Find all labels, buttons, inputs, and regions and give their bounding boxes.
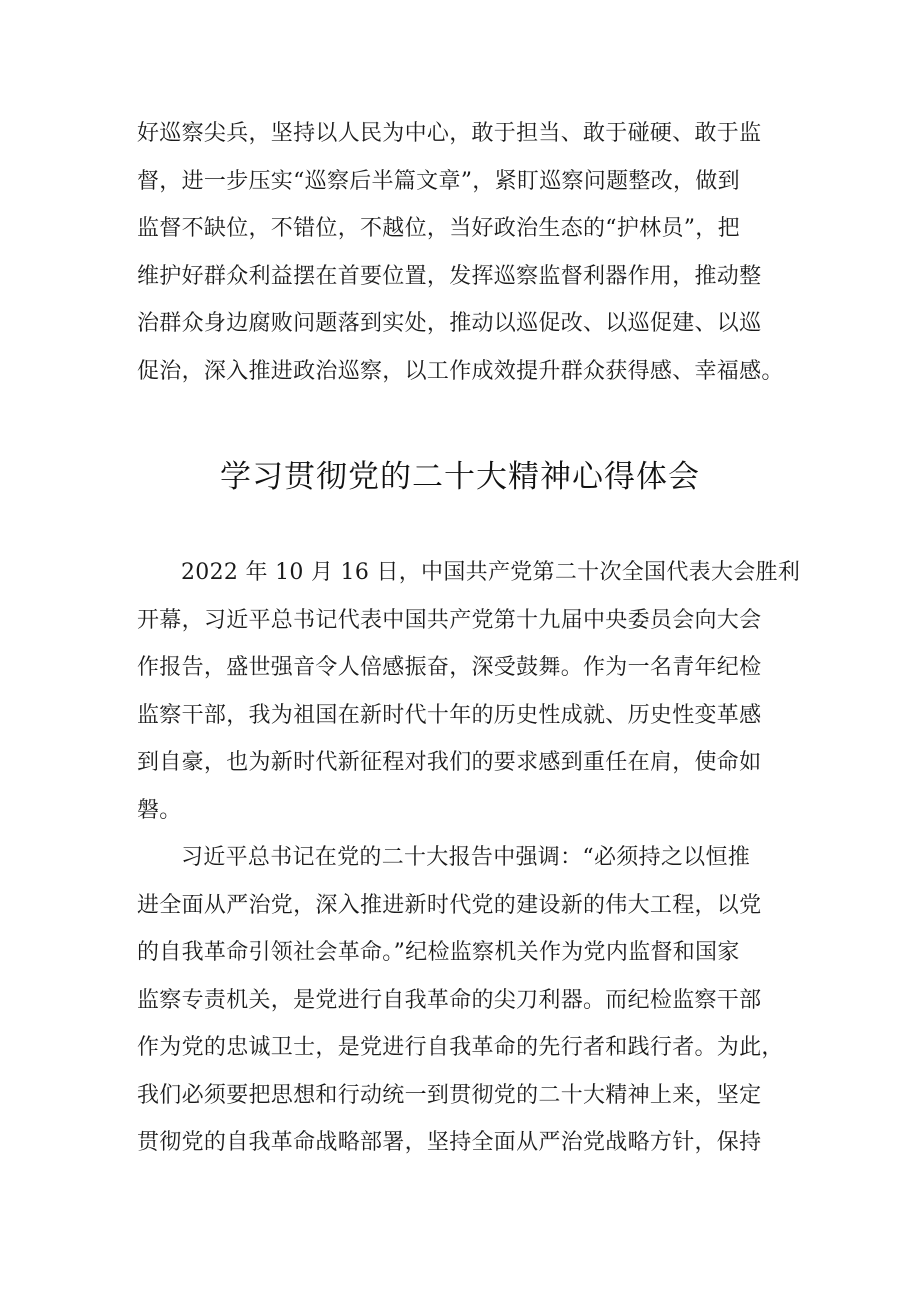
paragraph-2 (137, 834, 797, 1167)
text-line: 治群众身边腐败问题落到实处，推动以巡促改、以巡促建、以巡 (137, 311, 762, 336)
text-line: 开幕，习近平总书记代表中国共产党第十九届中央委员会向大会 (137, 607, 762, 633)
text-line: 我们必须要把思想和行动统一到贯彻党的二十大精神上来，坚定 (137, 1082, 762, 1108)
text-line: 磐。 (137, 797, 182, 823)
text-line: 作报告，盛世强音令人倍感振奋，深受鼓舞。作为一名青年纪检 (137, 655, 762, 680)
text-line: 监察干部，我为祖国在新时代十年的历史性成就、历史性变革感 (137, 702, 762, 728)
paragraph-1 (137, 549, 801, 834)
text-line: 督，进一步压实“巡察后半篇文章”，紧盯巡察问题整改，做到 (137, 168, 740, 194)
text-line: 习近平总书记在党的二十大报告中强调：“必须持之以恒推 (181, 845, 751, 870)
text-line: 好巡察尖兵，坚持以人民为中心，敢于担当、敢于碰硬、敢于监 (137, 121, 762, 146)
text-line: 促治，深入推进政治巡察，以工作成效提升群众获得感、幸福感。 (137, 358, 784, 384)
text-line: 进全面从严治党，深入推进新时代党的建设新的伟大工程，以党 (137, 892, 762, 918)
text-line: 的自我革命引领社会革命。”纪检监察机关作为党内监督和国家 (137, 940, 740, 965)
text-line: 监察专责机关，是党进行自我革命的尖刀利器。而纪检监察干部 (137, 987, 762, 1013)
text-line: 到自豪，也为新时代新征程对我们的要求感到重任在肩，使命如 (137, 750, 762, 775)
text-line: 作为党的忠诚卫士，是党进行自我革命的先行者和践行者。为此， (137, 1035, 784, 1060)
text-line: 2022 年 10 月 16 日，中国共产党第二十次全国代表大会胜利 (181, 560, 801, 585)
continued-paragraph (137, 110, 797, 395)
text-line: 监督不缺位，不错位，不越位，当好政治生态的“护林员”，把 (137, 216, 740, 241)
text-line: 维护好群众利益摆在首要位置，发挥巡察监督利器作用，推动整 (137, 263, 762, 289)
text-line: 贯彻党的自我革命战略部署，坚持全面从严治党战略方针，保持 (137, 1130, 762, 1155)
document-title: 学习贯彻党的二十大精神心得体会 (220, 459, 700, 495)
